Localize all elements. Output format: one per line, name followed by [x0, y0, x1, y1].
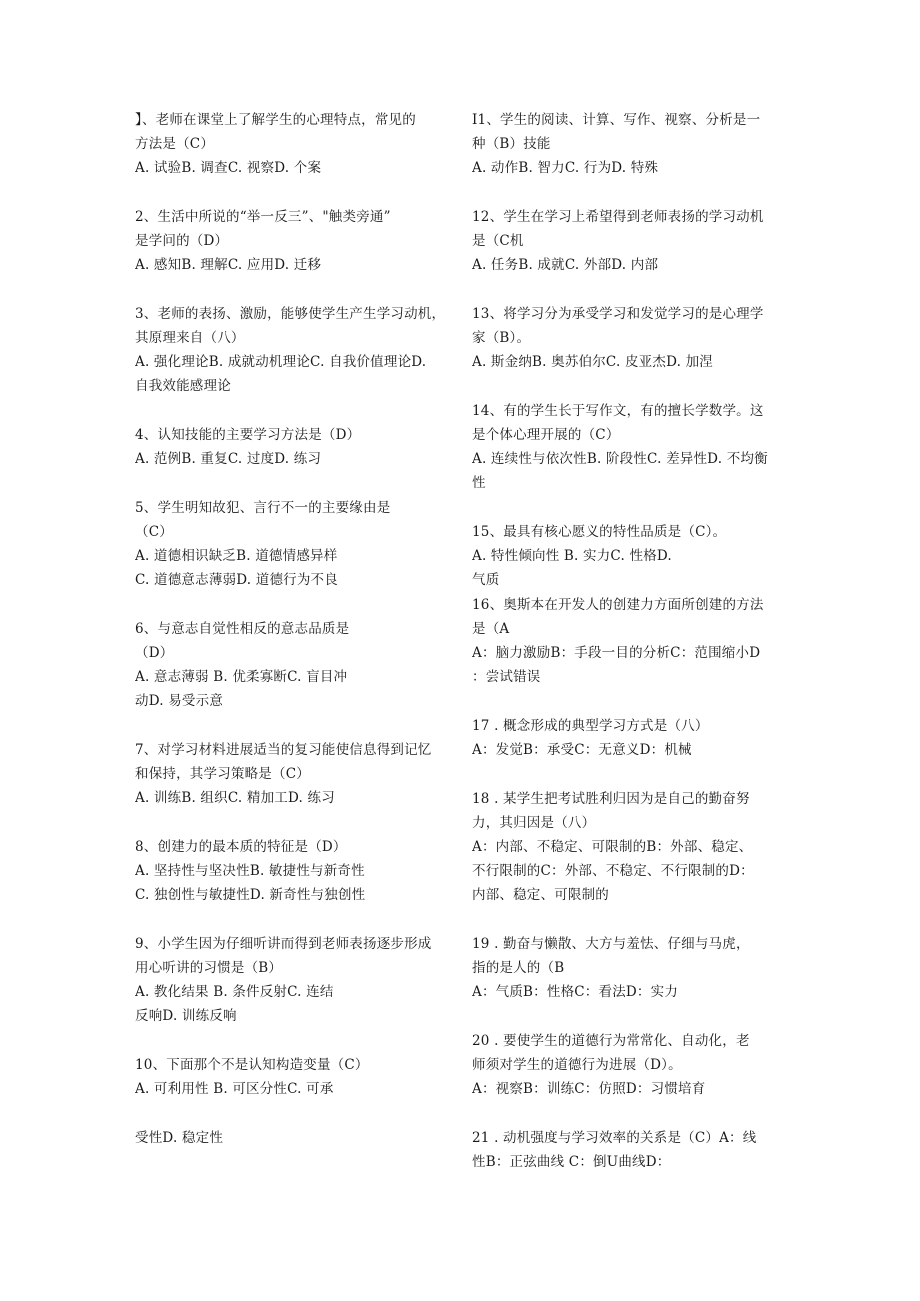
question-options: A. 斯金纳B. 奥苏伯尔C. 皮亚杰D. 加涅 — [472, 354, 713, 370]
question-line: 2、生活中所说的“举一反三”、"触类旁通” — [135, 209, 391, 225]
question-line: 力，其归因是（八） — [472, 815, 596, 831]
question-18 — [472, 787, 788, 907]
question-options: A. 特性倾向性 B. 实力C. 性格D. — [472, 548, 672, 564]
question-line: 19 . 勤奋与懒散、大方与羞怯、仔细与马虎， — [472, 936, 750, 952]
question-options: ：尝试错误 — [472, 669, 541, 685]
question-line: 是（C机 — [472, 233, 524, 249]
question-line: 16、奥斯本在开发人的创建力方面所创建的方法 — [472, 597, 764, 613]
question-options: 反响D. 训练反响 — [135, 1008, 237, 1024]
question-12 — [472, 205, 788, 277]
question-20 — [472, 1029, 788, 1101]
question-options: A：发觉B：承受C：无意义D：机械 — [472, 742, 692, 758]
question-10-continued — [135, 1126, 451, 1150]
question-options: A. 训练B. 组织C. 精加工D. 练习 — [135, 790, 335, 806]
question-19 — [472, 932, 788, 1004]
question-options: A. 意志薄弱 B. 优柔寡断C. 盲目冲 — [135, 669, 348, 685]
question-line: 是个体心理开展的（C） — [472, 427, 620, 443]
question-options: 动D. 易受示意 — [135, 693, 224, 709]
question-1 — [135, 108, 451, 180]
question-options: A. 教化结果 B. 条件反射C. 连结 — [135, 984, 334, 1000]
question-16 — [472, 593, 788, 689]
question-line: 是（A — [472, 621, 510, 637]
question-line: 用心听讲的习惯是（B） — [135, 960, 283, 976]
question-11 — [472, 108, 788, 180]
question-15 — [472, 520, 788, 592]
question-line: 5、学生明知故犯、言行不一的主要缘由是 — [135, 500, 391, 516]
question-line: 4、认知技能的主要学习方法是（D） — [135, 427, 361, 443]
question-10 — [135, 1053, 451, 1101]
question-options: 内部、稳定、可限制的 — [472, 887, 609, 903]
question-7 — [135, 738, 451, 810]
question-line: 14、有的学生长于写作文，有的擅长学数学。这 — [472, 403, 764, 419]
question-options: A. 道德相识缺乏B. 道德情感异样 — [135, 548, 338, 564]
question-2 — [135, 205, 451, 277]
question-line: 17 . 概念形成的典型学习方式是（八） — [472, 718, 709, 734]
question-options: C. 独创性与敏捷性D. 新奇性与独创性 — [135, 887, 366, 903]
question-17 — [472, 714, 788, 762]
question-options: A. 可利用性 B. 可区分性C. 可承 — [135, 1081, 334, 1097]
question-options: 受性D. 稳定性 — [135, 1130, 224, 1146]
question-line: （C） — [135, 524, 173, 540]
question-line: （D） — [135, 645, 174, 661]
question-14 — [472, 399, 788, 495]
question-line: 20 . 要使学生的道德行为常常化、自动化，老 — [472, 1033, 750, 1049]
question-options: 不行限制的C：外部、不稳定、不行限制的D： — [472, 863, 754, 879]
question-line: 方法是（C） — [135, 136, 215, 152]
question-line: 7、对学习材料进展适当的复习能使信息得到记忆 — [135, 742, 432, 758]
question-options: 性 — [472, 475, 486, 491]
question-9 — [135, 932, 451, 1028]
question-line: 】、老师在课堂上了解学生的心理特点，常见的 — [135, 112, 416, 128]
question-options: 性B：正弦曲线 C：倒U曲线D： — [472, 1154, 671, 1170]
question-options: A：气质B：性格C：看法D：实力 — [472, 984, 679, 1000]
question-line: 21 . 动机强度与学习效率的关系是（C）A：线 — [472, 1130, 757, 1146]
question-options: 自我效能感理论 — [135, 378, 231, 394]
question-line: 10、下面那个不是认知构造变量（C） — [135, 1057, 369, 1073]
question-options: C. 道德意志薄弱D. 道德行为不良 — [135, 572, 338, 588]
question-line: 18 . 某学生把考试胜利归因为是自己的勤奋努 — [472, 791, 750, 807]
question-options: 气质 — [472, 572, 500, 588]
question-line: 13、将学习分为承受学习和发觉学习的是心理学 — [472, 306, 764, 322]
question-line: 其原理来自（八） — [135, 330, 245, 346]
question-line: 家（B）。 — [472, 330, 531, 346]
question-line: 3、老师的表扬、激励，能够使学生产生学习动机， — [135, 306, 446, 322]
question-options: A. 感知B. 理解C. 应用D. 迁移 — [135, 257, 322, 273]
question-line: 15、最具有核心愿义的特性品质是（C）。 — [472, 524, 727, 540]
question-13 — [472, 302, 788, 374]
question-5 — [135, 496, 451, 592]
question-line: 师须对学生的道德行为进展（D）。 — [472, 1057, 682, 1073]
question-options: A. 坚持性与坚决性B. 敏捷性与新奇性 — [135, 863, 365, 879]
question-6 — [135, 617, 451, 713]
question-3 — [135, 302, 451, 398]
question-line: I1、学生的阅读、计算、写作、视察、分析是一 — [472, 112, 761, 128]
question-line: 和保持，其学习策略是（C） — [135, 766, 310, 782]
question-line: 指的是人的（B — [472, 960, 565, 976]
question-4 — [135, 423, 451, 471]
question-options: A：内部、不稳定、可限制的B：外部、稳定、 — [472, 839, 753, 855]
question-options: A：视察B：训练C：仿照D：习惯培育 — [472, 1081, 706, 1097]
question-8 — [135, 835, 451, 907]
question-options: A. 连续性与依次性B. 阶段性C. 差异性D. 不均衡 — [472, 451, 768, 467]
question-line: 9、小学生因为仔细听讲而得到老师表扬逐步形成 — [135, 936, 432, 952]
question-21 — [472, 1126, 788, 1174]
question-line: 12、学生在学习上希望得到老师表扬的学习动机 — [472, 209, 764, 225]
question-options: A. 动作B. 智力C. 行为D. 特殊 — [472, 160, 659, 176]
question-line: 6、与意志自觉性相反的意志品质是 — [135, 621, 350, 637]
question-options: A. 强化理论B. 成就动机理论C. 自我价值理论D. — [135, 354, 427, 370]
question-options: A. 试验B. 调查C. 视察D. 个案 — [135, 160, 322, 176]
question-options: A. 范例B. 重复C. 过度D. 练习 — [135, 451, 322, 467]
question-options: A：脑力激励B：手段一目的分析C：范围缩小D — [472, 645, 761, 661]
question-line: 8、创建力的最本质的特征是（D） — [135, 839, 347, 855]
question-options: A. 任务B. 成就C. 外部D. 内部 — [472, 257, 659, 273]
question-line: 种（B）技能 — [472, 136, 551, 152]
question-line: 是学问的（D） — [135, 233, 229, 249]
